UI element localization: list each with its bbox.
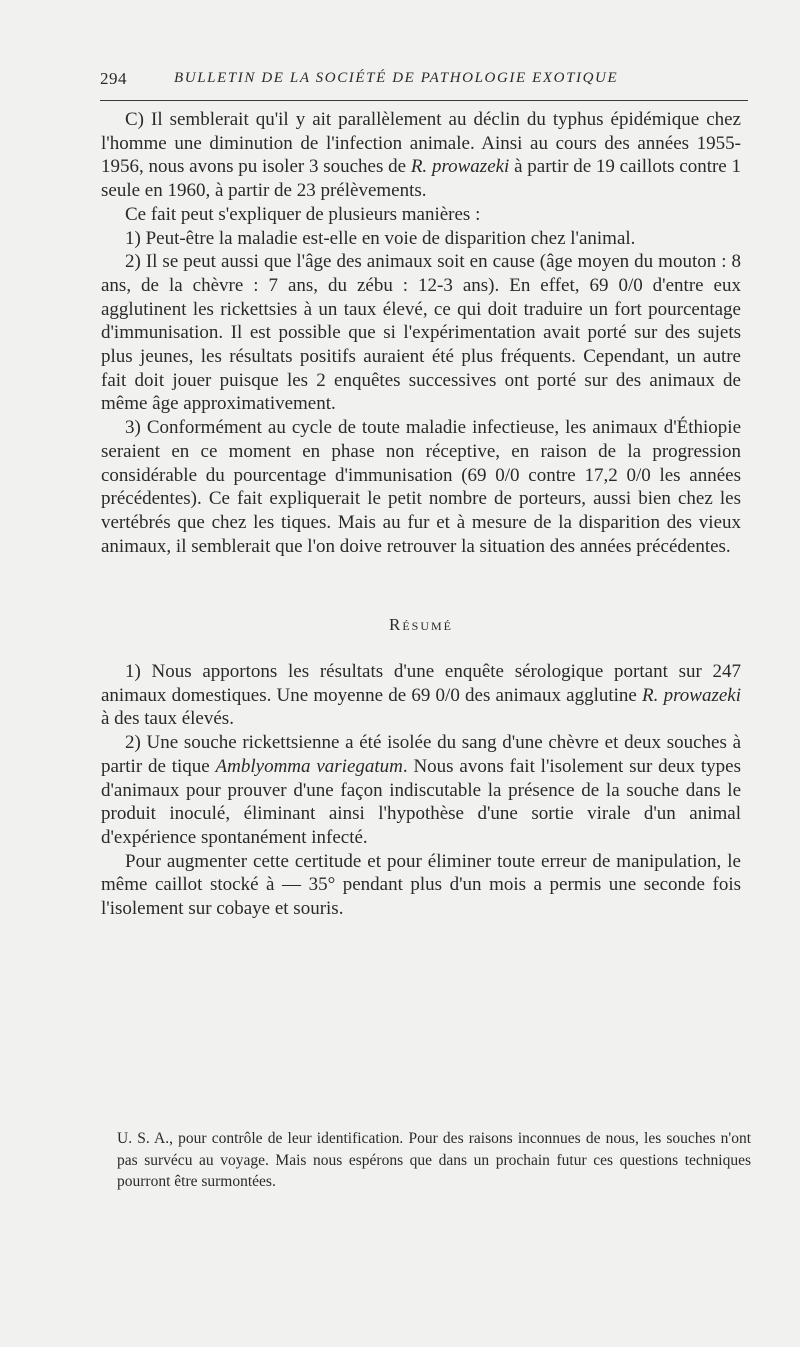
paragraph-text: 1) Nous apportons les résultats d'une enquête sérologique portant sur 247 animaux domestiques. Une moyenne de 69 0/0 des animaux agglutine [101,661,741,706]
section-title-rest: ÉSUMÉ [402,619,453,634]
section-title-resume [101,613,741,639]
paragraph-point-2: 2) Il se peut aussi que l'âge des animaux soit en cause (âge moyen du mouton : 8 ans, de la chèvre : 7 ans, du zébu : 12-3 ans). En effet, 69 0/0 d'entre eux agglutinent les rickettsies à un taux élevé, ce qui doit traduire un fort pourcentage d'immunisation. Il est possible que si l'expérimentation avait porté sur des sujets plus jeunes, les résultats positifs auraient été plus fréquents. Cependant, un autre fait doit jouer puisque les 2 enquêtes successives ont porté sur des animaux de même âge approximativement. [101,251,741,415]
resume-point-2 [101,731,741,850]
paragraph-explanation-intro: Ce fait peut s'expliquer de plusieurs manières : [125,203,481,225]
paragraph-point-1: 1) Peut-être la maladie est-elle en voie de disparition chez l'animal. [125,227,636,249]
paragraph-text: C) Il semblerait qu'il y ait parallèlement au déclin du typhus épidémique chez l'homme une diminution de l'infection animale. Ainsi au cours des années 1955-1956, nous avons pu isoler 3 souches de [101,109,741,178]
species-name: R. prowazeki [642,684,741,706]
species-name: R. prowazeki [410,156,510,178]
section-title-initial: R [388,615,403,635]
paragraph-text: à partir de 19 caillots contre 1 seule en 1960, à partir de 23 prélèvements. [101,156,741,202]
body-text [101,108,741,921]
page-number: 294 [100,69,127,88]
page-header [100,60,748,101]
paragraph-text: à des taux élevés. [101,708,234,730]
paragraph-text: . Nous avons fait l'isolement sur deux types d'animaux pour prouver d'une façon indiscutable la présence de la souche dans le produit inoculé, éliminant ainsi l'hypothèse d'une sortie virale d'un animal d'expérience spontanément infecté. [101,755,741,848]
resume-point-1 [101,660,741,731]
footnote [117,1128,751,1193]
paragraph-text: 2) Une souche rickettsienne a été isolée du sang d'une chèvre et deux souches à partir de tique [101,732,741,777]
species-name: Amblyomma variegatum [215,755,403,777]
footnote-text: U. S. A., pour contrôle de leur identification. Pour des raisons inconnues de nous, les souches n'ont pas survécu au voyage. Mais nous espérons que dans un prochain futur ces questions techniques pourront être surmontées. [117,1130,751,1190]
resume-point-3: Pour augmenter cette certitude et pour éliminer toute erreur de manipulation, le même caillot stocké à — 35° pendant plus d'un mois a permis une seconde fois l'isolement sur cobaye et souris. [101,850,741,920]
running-title: BULLETIN DE LA SOCIÉTÉ DE PATHOLOGIE EXOTIQUE [174,70,619,86]
paragraph-point-3: 3) Conformément au cycle de toute maladie infectieuse, les animaux d'Éthiopie seraient en ce moment en phase non réceptive, en raison de la progression considérable du pourcentage d'immunisation (69 0/0 contre 17,2 0/0 les années précédentes). Ce fait expliquerait le petit nombre de porteurs, aussi bien chez les vertébrés que chez les tiques. Mais au fur et à mesure de la disparition des vieux animaux, il semblerait que l'on doive retrouver la situation des années précédentes. [101,417,741,557]
paragraph-typhus-decline [101,108,741,203]
